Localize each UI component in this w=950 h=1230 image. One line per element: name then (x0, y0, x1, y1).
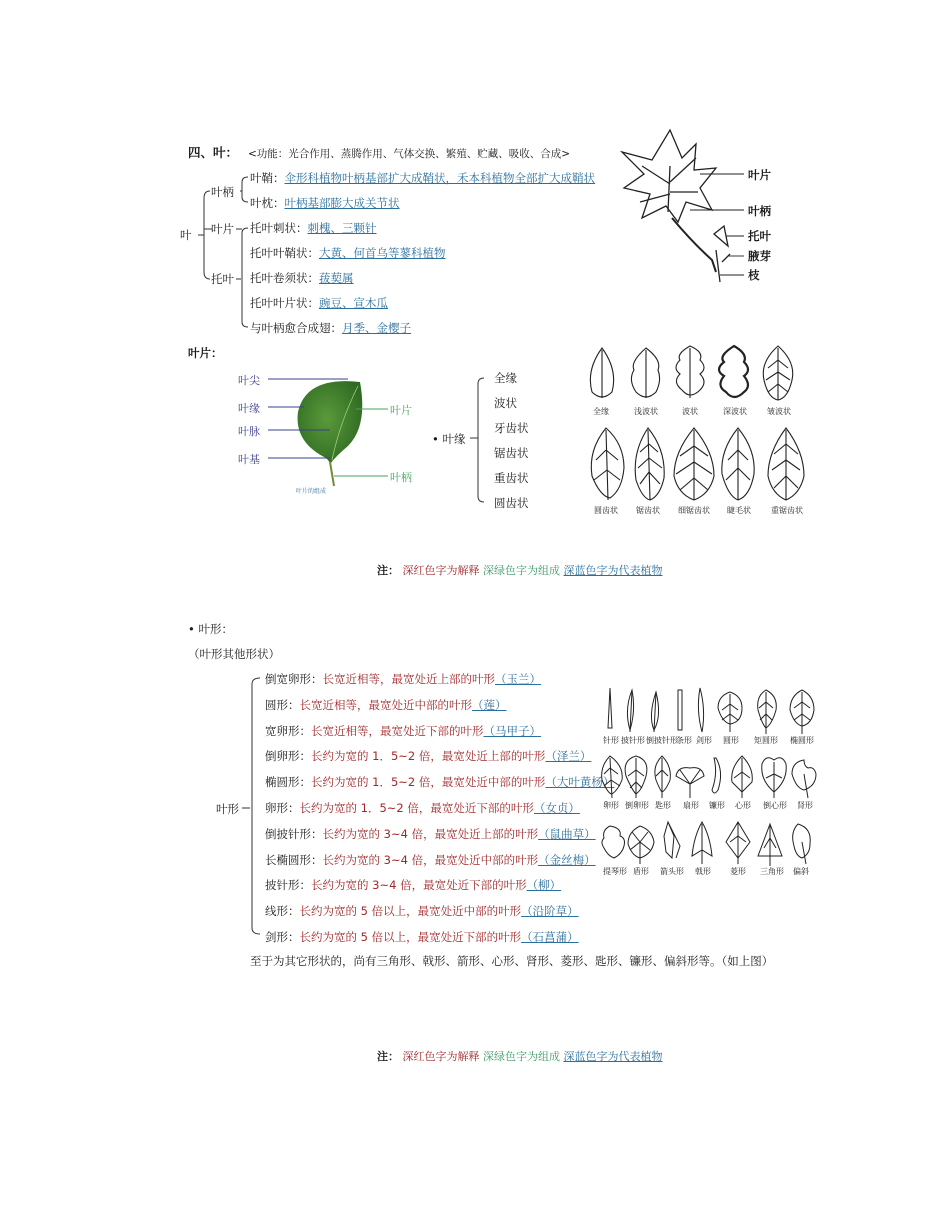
margin-item: 牙齿状 (494, 421, 529, 435)
stipule-item: 与叶柄愈合成翅：月季、金樱子 (250, 321, 411, 335)
figure-caption: 镰形 (709, 801, 725, 810)
shape-description: 长约为宽的 1．5~2 倍，最宽处近中部的叶形 (311, 775, 546, 790)
shape-description: 长约为宽的 5 倍以上，最宽处近中部的叶形 (299, 904, 522, 919)
figure-caption: 箭头形 (660, 867, 684, 876)
figure-caption: 盾形 (633, 867, 649, 876)
leaf-shape-row (265, 904, 579, 918)
leaf-shape-row (265, 724, 541, 738)
leaf-shape-row (265, 930, 579, 944)
tree-branch-stipule: 托叶 (211, 272, 234, 286)
figure-caption: 圆齿状 (594, 506, 618, 515)
margin-item: 全缘 (494, 371, 517, 385)
shape-description: 长约为宽的 3~4 倍，最宽处近下部的叶形 (311, 878, 527, 893)
figure-caption: 提琴形 (603, 867, 627, 876)
color-legend: 注： 深红色字为解释 深绿色字为组成 深蓝色字为代表植物 (377, 1050, 663, 1063)
leaf-shape-row (265, 878, 561, 892)
figure-caption: 心形 (735, 801, 751, 810)
photo-caption: 叶片的组成 (296, 488, 327, 495)
leaf-shape-row (265, 801, 580, 815)
diagram-label: 叶柄 (748, 204, 771, 218)
shape-description: 长宽近相等，最宽处近上部的叶形 (322, 672, 495, 686)
shape-description: 长宽近相等，最宽处近中部的叶形 (299, 697, 472, 712)
figure-caption: 细锯齿状 (678, 506, 710, 515)
plant-example: （女贞） (533, 801, 580, 815)
plant-example: （莲） (472, 697, 507, 712)
leaf-structure-diagram (612, 122, 812, 292)
plant-example: （鼠曲草） (538, 826, 596, 841)
shape-name: 长椭圆形： (265, 852, 323, 867)
plant-example: （石菖蒲） (521, 930, 579, 944)
photo-label: 叶片 (390, 404, 412, 417)
figure-caption: 剑形 (696, 736, 712, 745)
figure-caption: 偏斜 (793, 867, 809, 876)
diagram-label: 托叶 (748, 229, 771, 243)
shape-heading: • 叶形： (188, 622, 233, 636)
leaf-shape-figure (598, 686, 818, 876)
leaf-shape-row (265, 749, 591, 763)
shape-name: 倒披针形： (265, 826, 323, 841)
figure-caption: 菱形 (730, 867, 746, 876)
margin-item: 波状 (494, 396, 517, 410)
shape-name: 线形： (265, 904, 300, 919)
margin-figure (582, 340, 814, 520)
shape-subheading: （叶形其他形状） (188, 647, 280, 661)
petiole-item: 叶鞘：伞形科植物叶柄基部扩大成鞘状，禾本科植物全部扩大成鞘状 (250, 171, 595, 185)
shape-root: 叶形 (216, 802, 239, 816)
stipule-item: 托叶刺状：刺槐、三颗针 (250, 221, 377, 235)
plant-example: 叶柄基部膨大成关节状 (284, 196, 400, 210)
shape-footer: 至于为其它形状的，尚有三角形、戟形、箭形、心形、肾形、菱形、匙形、镰形、偏斜形等。（如上图） (250, 954, 774, 968)
shape-name: 圆形： (265, 697, 300, 712)
color-legend: 注： 深红色字为解释 深绿色字为组成 深蓝色字为代表植物 (377, 564, 663, 577)
plant-example: （金丝梅） (538, 852, 596, 867)
margin-item: 重齿状 (494, 471, 529, 485)
figure-caption: 浅波状 (634, 407, 658, 416)
figure-caption: 皱波状 (767, 407, 791, 416)
shape-name: 卵形： (265, 801, 300, 815)
leaf-shape-row (265, 672, 541, 686)
photo-label: 叶缘 (238, 402, 260, 415)
shape-description: 长宽近相等，最宽处近下部的叶形 (311, 723, 484, 738)
diagram-label: 腋芽 (748, 249, 771, 263)
figure-caption: 倒卵形 (625, 801, 649, 810)
plant-example: （马甲子） (483, 723, 541, 738)
margin-item: 锯齿状 (494, 446, 529, 460)
plant-example: （泽兰） (545, 749, 592, 764)
shape-name: 披针形： (265, 878, 311, 893)
photo-label: 叶柄 (390, 471, 412, 484)
shape-name: 剑形： (265, 930, 300, 944)
photo-label: 叶尖 (238, 374, 260, 387)
plant-example: （柳） (526, 878, 562, 893)
figure-caption: 重锯齿状 (771, 506, 803, 515)
shape-description: 长约为宽的 5 倍以上，最宽处近下部的叶形 (299, 930, 522, 944)
figure-caption: 戟形 (695, 867, 711, 876)
photo-label: 叶脉 (238, 425, 260, 438)
figure-caption: 三角形 (760, 867, 784, 876)
figure-caption: 卵形 (603, 801, 619, 810)
margin-root: • 叶缘 (432, 432, 466, 446)
figure-caption: 扇形 (683, 801, 699, 810)
function-note: <功能：光合作用、蒸腾作用、气体交换、繁殖、贮藏、吸收、合成> (248, 148, 571, 160)
stipule-item: 托叶叶片状：豌豆、宣木瓜 (250, 296, 388, 310)
figure-caption: 披针形 (621, 736, 645, 745)
petiole-item: 叶枕：叶柄基部膨大成关节状 (250, 196, 400, 210)
tree-branch-blade: 叶片 (211, 222, 234, 236)
leaf-shape-row (265, 827, 596, 841)
shape-name: 倒宽卵形： (265, 672, 323, 686)
plant-example: （大叶黄杨） (545, 775, 615, 790)
shape-name: 倒卵形： (265, 749, 311, 764)
shape-description: 长约为宽的 1．5~2 倍，最宽处近上部的叶形 (311, 749, 546, 764)
plant-example: （沿阶草） (521, 904, 579, 919)
shape-description: 长约为宽的 1．5~2 倍，最宽处近下部的叶形 (299, 801, 534, 815)
figure-caption: 波状 (682, 407, 698, 416)
figure-caption: 全缘 (593, 407, 609, 416)
figure-caption: 矩圆形 (754, 736, 778, 745)
figure-caption: 条形 (676, 736, 692, 745)
stipule-item: 托叶卷须状：菝葜属 (250, 271, 354, 285)
photo-label: 叶基 (238, 453, 260, 466)
figure-caption: 椭圆形 (790, 736, 814, 745)
figure-caption: 针形 (603, 736, 619, 745)
figure-caption: 深波状 (723, 407, 747, 416)
leaf-shape-row (265, 698, 507, 712)
diagram-label: 枝 (748, 268, 760, 282)
figure-caption: 匙形 (655, 801, 671, 810)
leaf-shape-row (265, 775, 614, 789)
section-heading: 四、叶： (188, 145, 239, 160)
figure-caption: 倒心形 (763, 801, 787, 810)
shape-name: 宽卵形： (265, 723, 311, 738)
figure-caption: 锯齿状 (636, 506, 660, 515)
plant-example: （玉兰） (495, 672, 541, 686)
tree-root-leaf: 叶 (180, 228, 192, 242)
diagram-label: 叶片 (748, 168, 771, 182)
stipule-item: 托叶叶鞘状：大黄、何首乌等蓼科植物 (250, 246, 446, 260)
shape-name: 椭圆形： (265, 775, 311, 790)
margin-item: 圆齿状 (494, 496, 529, 510)
plant-example: 伞形科植物叶柄基部扩大成鞘状，禾本科植物全部扩大成鞘状 (284, 171, 595, 185)
margin-bracket (470, 372, 500, 512)
blade-heading: 叶片： (188, 346, 223, 360)
tree-branch-petiole: 叶柄 (211, 185, 234, 199)
shape-description: 长约为宽的 3~4 倍，最宽处近上部的叶形 (322, 826, 539, 841)
figure-caption: 睫毛状 (727, 506, 751, 515)
figure-caption: 圆形 (723, 736, 739, 745)
figure-caption: 倒披针形 (646, 736, 678, 745)
leaf-shape-row (265, 853, 596, 867)
shape-description: 长约为宽的 3~4 倍，最宽处近中部的叶形 (322, 852, 539, 867)
figure-caption: 肾形 (797, 801, 813, 810)
